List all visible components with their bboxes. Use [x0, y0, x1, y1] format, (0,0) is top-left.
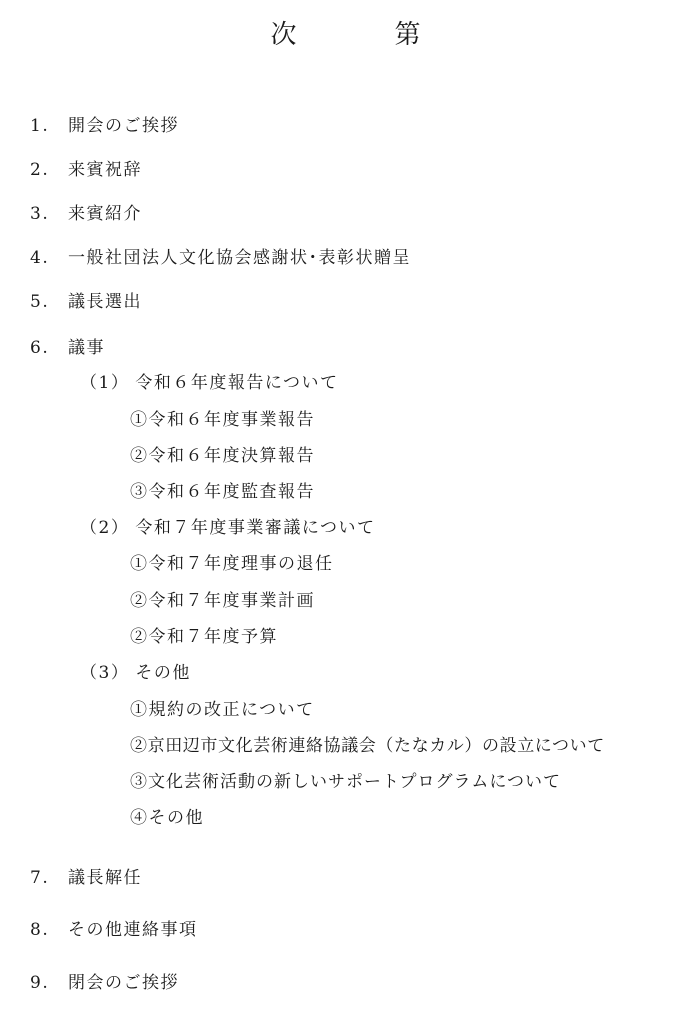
agenda-item-3	[30, 202, 142, 226]
sub-agenda-item: ②令和７年度予算	[130, 627, 278, 647]
sub-agenda-heading-1	[80, 371, 339, 395]
agenda-item-1	[30, 114, 179, 138]
page-title: 次 第	[270, 20, 457, 50]
item-text: 議事	[68, 338, 105, 358]
sub-agenda-item: ②令和７年度事業計画	[130, 591, 315, 611]
agenda-item-2	[30, 158, 142, 182]
sub-agenda-text: その他	[135, 663, 191, 683]
item-text: 閉会のご挨拶	[68, 973, 179, 993]
sub-agenda-marker: （3）	[80, 663, 130, 683]
sub-agenda-item: ③文化芸術活動の新しいサポートプログラムについて	[130, 772, 561, 792]
item-number: 3.	[30, 204, 50, 224]
item-text: 開会のご挨拶	[68, 116, 179, 136]
item-number: 5.	[30, 292, 50, 312]
sub-agenda-heading-3	[80, 661, 191, 685]
sub-agenda-text: 令和６年度報告について	[135, 373, 339, 393]
item-number: 8.	[30, 920, 50, 940]
sub-agenda-item: ①令和７年度理事の退任	[130, 554, 334, 574]
item-number: 7.	[30, 868, 50, 888]
item-text: 来賓祝辞	[68, 160, 142, 180]
item-number: 9.	[30, 973, 50, 993]
sub-agenda-item: ②京田辺市文化芸術連絡協議会（たなカル）の設立について	[130, 736, 605, 756]
agenda-item-8	[30, 918, 198, 942]
sub-agenda-item: ①令和６年度事業報告	[130, 410, 315, 430]
item-text: 議長解任	[68, 868, 142, 888]
agenda-item-6	[30, 336, 105, 360]
agenda-item-9	[30, 971, 179, 995]
item-number: 1.	[30, 116, 50, 136]
item-number: 2.	[30, 160, 50, 180]
sub-agenda-text: 令和７年度事業審議について	[135, 518, 376, 538]
item-text: 来賓紹介	[68, 204, 142, 224]
agenda-item-7	[30, 866, 142, 890]
sub-agenda-marker: （2）	[80, 518, 130, 538]
sub-agenda-item: ③令和６年度監査報告	[130, 482, 315, 502]
sub-agenda-marker: （1）	[80, 373, 130, 393]
sub-agenda-heading-2	[80, 516, 376, 540]
item-number: 6.	[30, 338, 50, 358]
sub-agenda-item: ④その他	[130, 808, 204, 828]
sub-agenda-item: ①規約の改正について	[130, 700, 315, 720]
item-text: その他連絡事項	[68, 920, 198, 940]
sub-agenda-item: ②令和６年度決算報告	[130, 446, 315, 466]
item-number: 4.	[30, 248, 50, 268]
item-text: 議長選出	[68, 292, 142, 312]
item-text: 一般社団法人文化協会感謝状･表彰状贈呈	[68, 248, 411, 268]
agenda-item-5	[30, 290, 142, 314]
agenda-item-4	[30, 246, 411, 270]
